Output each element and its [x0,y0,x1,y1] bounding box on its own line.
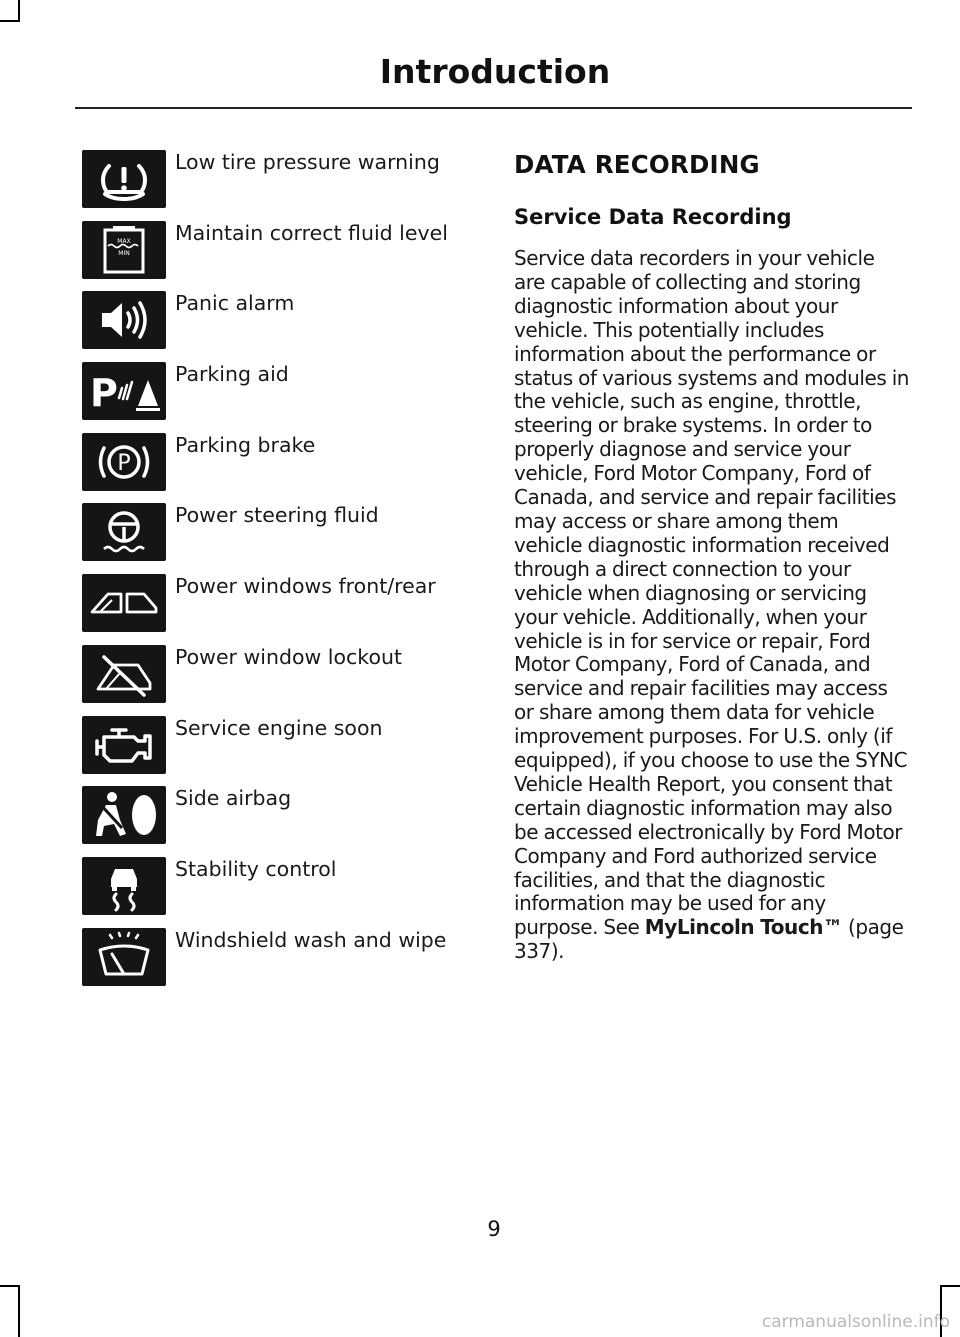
symbol-label: Power windows front/rear [175,574,436,599]
data-recording-section [514,150,910,964]
section-subheading: Service Data Recording [514,205,792,229]
symbol-row [82,574,472,645]
service-engine-icon [82,716,166,774]
page-title: Introduction [379,52,611,91]
paragraph-text: Service data recorders in your vehicle are capable of collecting and storing diagnostic information about your vehicle. This potentially includes information about the performance or status of various systems and modules in the vehicle, such as engine, throttle, steering or brake systems. In order to properly diagnose and service your vehicle, Ford Motor Company, Ford of Canada, and service and repair facilities may access or share among them vehicle diagnostic information received through a direct connection to your vehicle when diagnosing or servicing your vehicle. Additionally, when your vehicle is in for service or repair, Ford Motor Company, Ford of Canada, and service and repair facilities may access or share among them data for vehicle improvement purposes. For U.S. only (if equipped), if you choose to use the SYNC Vehicle Health Report, you consent that certain diagnostic information may also be accessed electronically by Ford Motor Company and Ford authorized service facilities, and that the diagnostic information may be used for any purpose. See [514,246,910,940]
symbol-row [82,786,472,857]
symbol-row [82,221,472,292]
page-reference: (page 337). [514,915,904,964]
symbol-row [82,857,472,928]
symbol-label: Maintain correct fluid level [175,220,448,245]
symbol-row [82,716,472,787]
symbol-label: Power window lockout [175,644,403,669]
symbol-row [82,433,472,504]
stability-control-icon [82,857,166,915]
symbol-label: Side airbag [175,786,292,811]
crop-mark-bottom-right-h [940,1285,960,1287]
header-divider [75,107,912,109]
side-airbag-icon [82,786,166,844]
power-steering-fluid-icon [82,503,166,561]
symbol-row [82,645,472,716]
section-heading: DATA RECORDING [514,150,760,179]
symbol-label: Power steering fluid [175,503,379,528]
section-paragraph [514,247,910,964]
fluid-max-label: MAX [117,237,131,245]
crop-mark-bottom-left-h [0,1285,20,1287]
watermark: carmanualsonline.info [761,1312,950,1332]
symbol-label: Windshield wash and wipe [175,927,447,952]
symbol-row [82,362,472,433]
page-number: 9 [487,1217,501,1241]
symbol-label: Stability control [175,856,337,881]
crop-mark-top-left-v [18,0,20,22]
symbol-label: Parking aid [175,362,289,387]
fluid-level-icon [82,221,166,279]
power-window-lockout-icon [82,645,166,703]
power-windows-icon [82,574,166,632]
mylincoln-touch-link[interactable]: MyLincoln Touch™ [644,915,843,940]
crop-mark-top-left-h [0,20,20,22]
fluid-min-label: MIN [118,249,130,257]
symbol-label: Service engine soon [175,715,383,740]
symbol-row [82,503,472,574]
parking-brake-icon [82,433,166,491]
symbol-row [82,928,472,999]
panic-alarm-icon [82,291,166,349]
tire-pressure-warning-icon [82,150,166,208]
symbol-row [82,150,472,221]
parking-brake-letter: P [117,450,131,476]
windshield-wash-wipe-icon [82,928,166,986]
parking-aid-icon [82,362,166,420]
parking-aid-letter: P [90,371,118,416]
symbol-list [82,150,472,998]
crop-mark-bottom-left-v [18,1285,20,1337]
symbol-label: Panic alarm [175,291,295,316]
symbol-label: Parking brake [175,432,316,457]
symbol-label: Low tire pressure warning [175,150,440,174]
symbol-row [82,291,472,362]
